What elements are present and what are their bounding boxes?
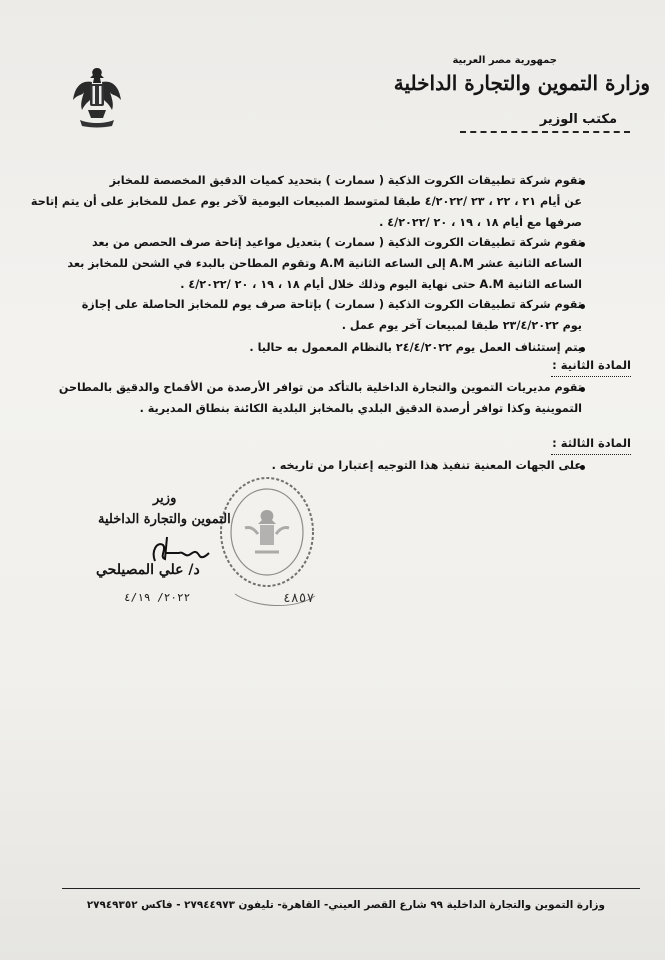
paragraph-line: يتم إستئناف العمل يوم ٢٤/٤/٢٠٢٢ بالنظام المعمول به حاليا . [249, 341, 582, 354]
footer-divider [62, 888, 640, 889]
eagle-emblem-icon [72, 66, 122, 128]
paragraph-line: على الجهات المعنية تنفيذ هذا التوجيه إعتبارا من تاريخه . [271, 459, 582, 472]
paragraph-line: تقوم شركة تطبيقات الكروت الذكية ( سمارت ) بتحديد كميات الدقيق المخصصة للمخابز [109, 174, 582, 187]
paragraph-line: الساعه الثانية A.M حتى نهاية اليوم وذلك خلال أيام ١٨ ، ١٩ ، ٢٠ /٤/٢٠٢٢ . [180, 278, 582, 291]
republic-title: جمهورية مصر العربية [452, 55, 557, 66]
signature-name: د/ علي المصيلحي [96, 562, 200, 578]
office-underline [460, 131, 630, 133]
paragraph-3 [82, 294, 582, 336]
paragraph-line: التموينية وكذا توافر أرصدة الدقيق البلدي بالمخابز البلدية الكائنة بنطاق المديرية . [139, 402, 582, 415]
paragraph-line: يوم ٢٣/٤/٢٠٢٢ طبقا لمبيعات آخر يوم عمل . [341, 319, 582, 332]
article-2-text [59, 377, 582, 419]
official-seal-stamp [215, 470, 325, 610]
paragraph-line: صرفها مع أيام ١٨ ، ١٩ ، ٢٠ /٤/٢٠٢٢ . [379, 216, 582, 229]
office-title: مكتب الوزير [539, 112, 617, 127]
paragraph-2 [67, 232, 582, 295]
paragraph-line: تقوم مديريات التموين والتجارة الداخلية بالتأكد من توافر الأرصدة من الأقماح والدقيق بالمطاحن [58, 381, 582, 394]
article-3-heading: المادة الثالثة : [552, 436, 631, 450]
paragraph-line: تقوم شركة تطبيقات الكروت الذكية ( سمارت ) بإتاحة صرف يوم للمخابز الحاصلة على إجازة [81, 298, 582, 311]
signature-date: ٢٠٢٢/ ٤/١٩ [124, 591, 191, 604]
article-2-heading: المادة الثانية : [552, 358, 631, 372]
paragraph-1 [31, 170, 582, 233]
ministry-title: وزارة التموين والتجارة الداخلية [393, 71, 650, 95]
paragraph-4 [249, 337, 582, 358]
paragraph-line: الساعه الثانية عشر A.M إلى الساعه الثانية A.M وتقوم المطاحن بالبدء في الشحن للمخابز بعد [67, 257, 582, 270]
seal-number: ٤٨٥٧ [283, 591, 315, 606]
footer-address: وزارة التموين والتجارة الداخلية ٩٩ شارع القصر العيني- القاهرة- تليفون ٢٧٩٤٤٩٧٣ - فاكس ٢٧٩٤٩٣٥٢ [86, 899, 605, 911]
signature-title-minister: وزير [153, 491, 177, 506]
signature-title-ministry: التموين والتجارة الداخلية [98, 512, 231, 527]
paragraph-line: عن أيام ٢١ ، ٢٢ ، ٢٣ /٤/٢٠٢٢ طبقا لمتوسط المبيعات اليومية لآخر يوم عمل للمخابز على أن يتم إتاحة [30, 195, 582, 208]
paragraph-line: تقوم شركة تطبيقات الكروت الذكية ( سمارت ) بتعديل مواعيد إتاحة صرف الحصص من بعد [91, 236, 582, 249]
